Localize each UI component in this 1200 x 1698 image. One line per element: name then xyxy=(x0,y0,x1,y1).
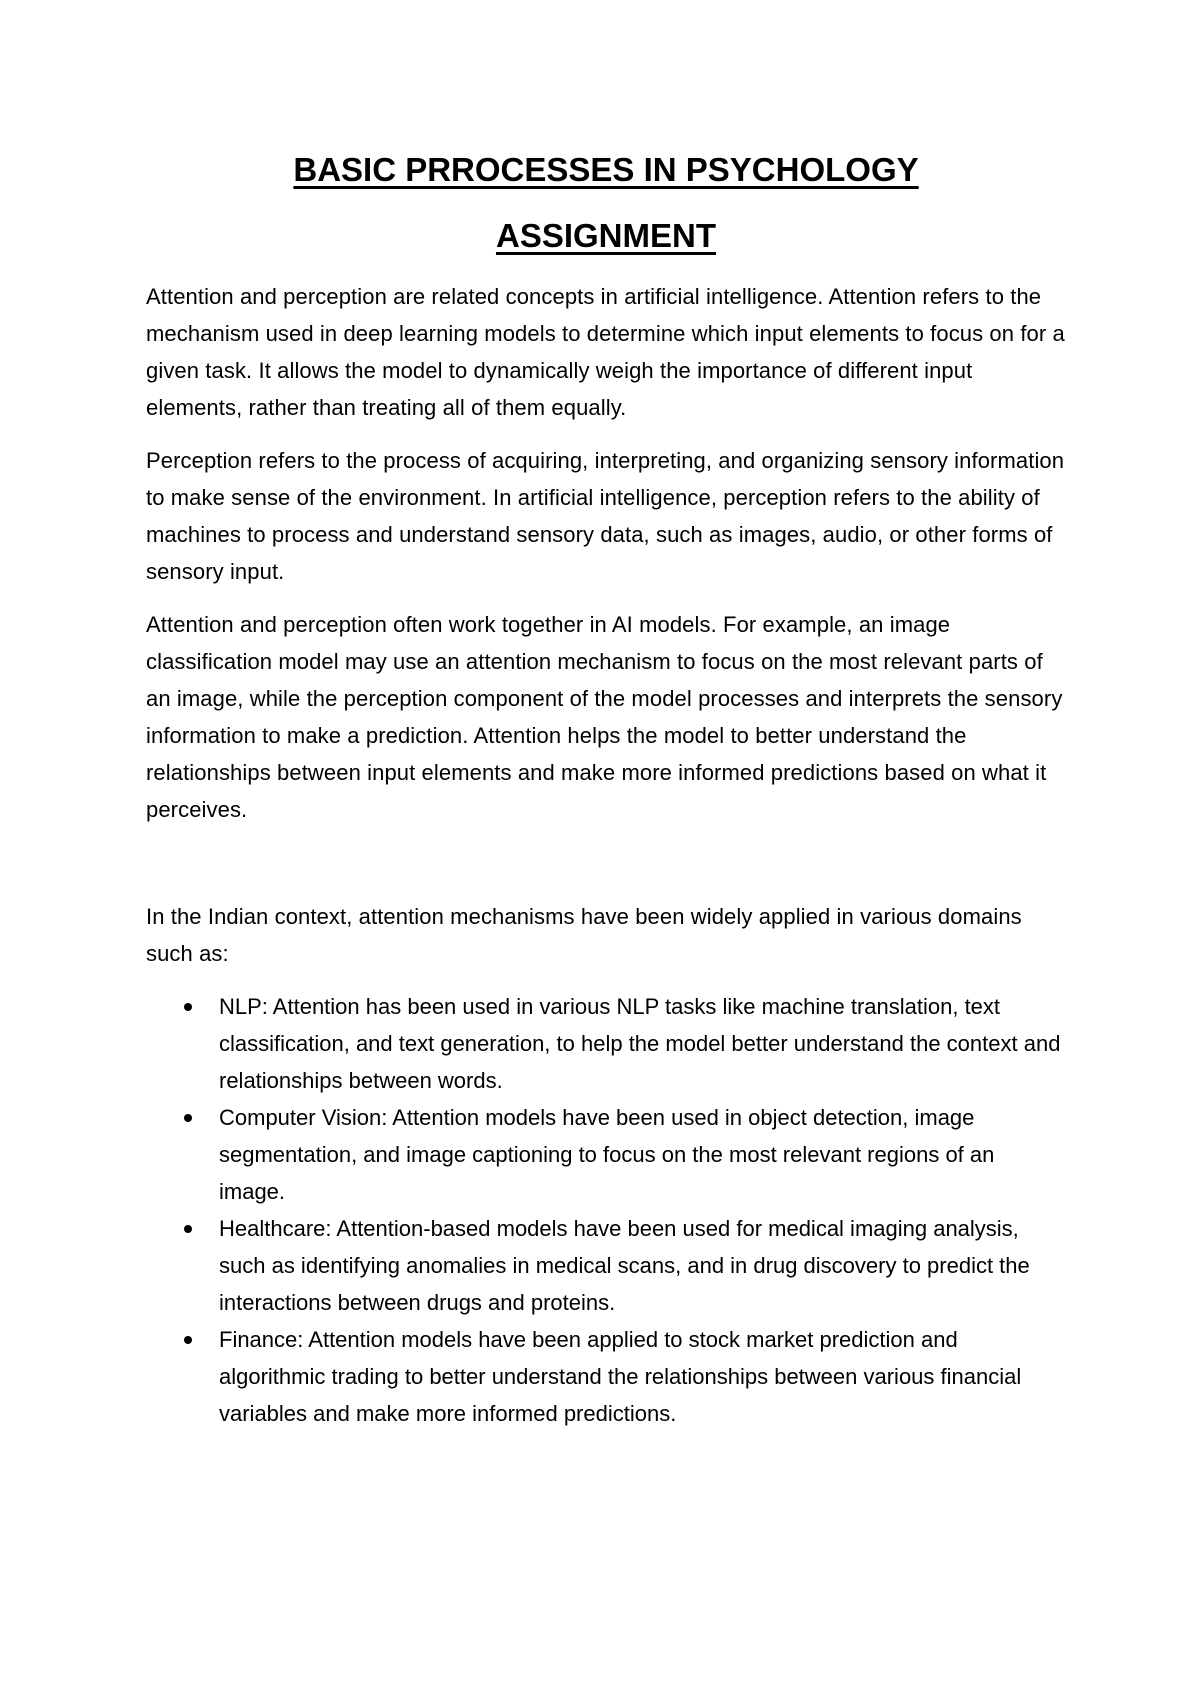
document-content xyxy=(146,150,1066,1432)
bullet-text: Computer Vision: Attention models have been used in object detection, image segmentation, and image captioning to focus on the most relevant regions of an image. xyxy=(219,1105,995,1204)
bullet-icon xyxy=(184,1114,192,1122)
document-title: BASIC PRROCESSES IN PSYCHOLOGY xyxy=(293,151,919,188)
document-subtitle: ASSIGNMENT xyxy=(495,217,716,254)
domain-bullet-list xyxy=(146,988,1066,1432)
bullet-icon xyxy=(184,1225,192,1233)
bullet-item-nlp xyxy=(146,988,1066,1099)
bullet-item-healthcare xyxy=(146,1210,1066,1321)
bullet-text: Healthcare: Attention-based models have been used for medical imaging analysis, such as identifying anomalies in medical scans, and in drug discovery to predict the interactions between drugs and proteins. xyxy=(219,1216,1030,1315)
bullet-item-computer-vision xyxy=(146,1099,1066,1210)
bullet-icon xyxy=(184,1003,192,1011)
bullet-icon xyxy=(184,1336,192,1344)
bullet-text: NLP: Attention has been used in various NLP tasks like machine translation, text classification, and text generation, to help the model better understand the context and relationships between words. xyxy=(219,994,1061,1093)
paragraph-together: Attention and perception often work together in AI models. For example, an image classification model may use an attention mechanism to focus on the most relevant parts of an image, while the perception component of the model processes and interprets the sensory information to make a prediction. Attention helps the model to better understand the relationships between input elements and make more informed predictions based on what it perceives. xyxy=(146,612,1063,822)
paragraph-perception: Perception refers to the process of acquiring, interpreting, and organizing sensory information to make sense of the environment. In artificial intelligence, perception refers to the ability of machines to process and understand sensory data, such as images, audio, or other forms of sensory input. xyxy=(146,448,1065,584)
bullet-item-finance xyxy=(146,1321,1066,1432)
paragraph-indian-context: In the Indian context, attention mechanisms have been widely applied in various domains such as: xyxy=(146,904,1022,966)
bullet-text: Finance: Attention models have been applied to stock market prediction and algorithmic trading to better understand the relationships between various financial variables and make more informed predictions. xyxy=(219,1327,1022,1426)
paragraph-attention: Attention and perception are related concepts in artificial intelligence. Attention refers to the mechanism used in deep learning models to determine which input elements to focus on for a given task. It allows the model to dynamically weigh the importance of different input elements, rather than treating all of them equally. xyxy=(146,284,1065,420)
